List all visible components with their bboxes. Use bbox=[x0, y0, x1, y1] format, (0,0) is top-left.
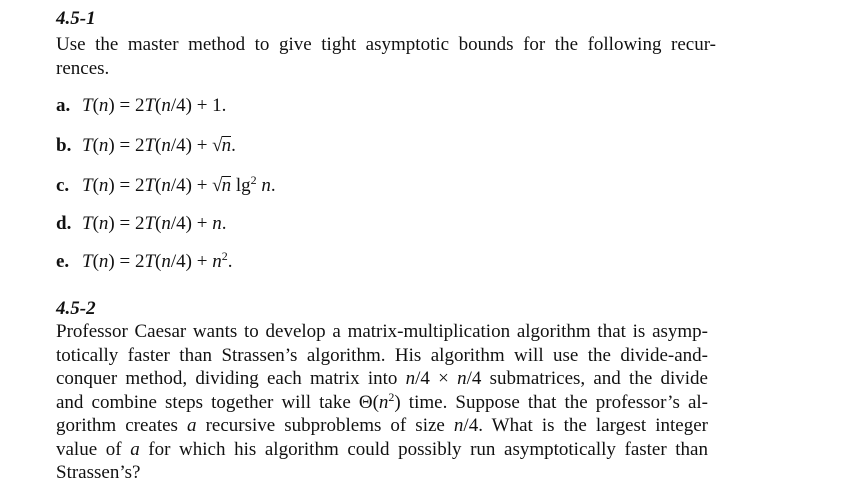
exercise-number-4-5-1: 4.5-1 bbox=[56, 8, 96, 29]
item-label: a. bbox=[56, 95, 71, 116]
prompt-line: value of a for which his algorithm could possibly run asymptotically faster than bbox=[56, 438, 708, 460]
prompt-line: gorithm creates a recursive subproblems of size n/4. What is the largest integer bbox=[56, 415, 708, 436]
prompt-line: and combine steps together will take $\Theta(n^2)$ time. Suppose that the professor’s al- bbox=[56, 389, 708, 413]
item-label: d. bbox=[56, 213, 72, 234]
recurrence-e bbox=[56, 251, 232, 273]
exercise-number-4-5-2: 4.5-2 bbox=[56, 298, 96, 319]
recurrence-formula: T(n) = 2T(n/4) + 1. bbox=[82, 95, 227, 116]
recurrence-d bbox=[56, 213, 226, 235]
recurrence-b bbox=[56, 135, 236, 157]
recurrence-formula: T(n) = 2T(n/4) + √n $\lg^2 n$. bbox=[82, 173, 276, 196]
prompt-line: conquer method, dividing each matrix into n/4 × n/4 submatrices, and the divide bbox=[56, 368, 708, 389]
recurrence-formula: T(n) = 2T(n/4) + √n. bbox=[82, 135, 236, 156]
exercise-4-5-1-prompt bbox=[56, 33, 716, 80]
prompt-line: rences. bbox=[56, 57, 110, 79]
recurrence-formula: T(n) = 2T(n/4) + n. bbox=[82, 213, 227, 234]
prompt-line: Use the master method to give tight asymptotic bounds for the following recur- bbox=[56, 34, 716, 55]
recurrence-a bbox=[56, 95, 226, 117]
item-label: b. bbox=[56, 135, 72, 156]
exercise-4-5-2-prompt bbox=[56, 320, 708, 485]
item-label: e. bbox=[56, 251, 70, 272]
prompt-line: Professor Caesar wants to develop a matrix-multiplication algorithm that is asymp- bbox=[56, 321, 708, 342]
prompt-line: totically faster than Strassen’s algorithm. His algorithm will use the divide-and- bbox=[56, 344, 708, 366]
recurrence-c bbox=[56, 175, 276, 197]
prompt-line: Strassen’s? bbox=[56, 462, 141, 483]
item-label: c. bbox=[56, 175, 70, 196]
recurrence-formula: $T(n) = 2T(n/4) + n^2$. bbox=[82, 249, 233, 272]
